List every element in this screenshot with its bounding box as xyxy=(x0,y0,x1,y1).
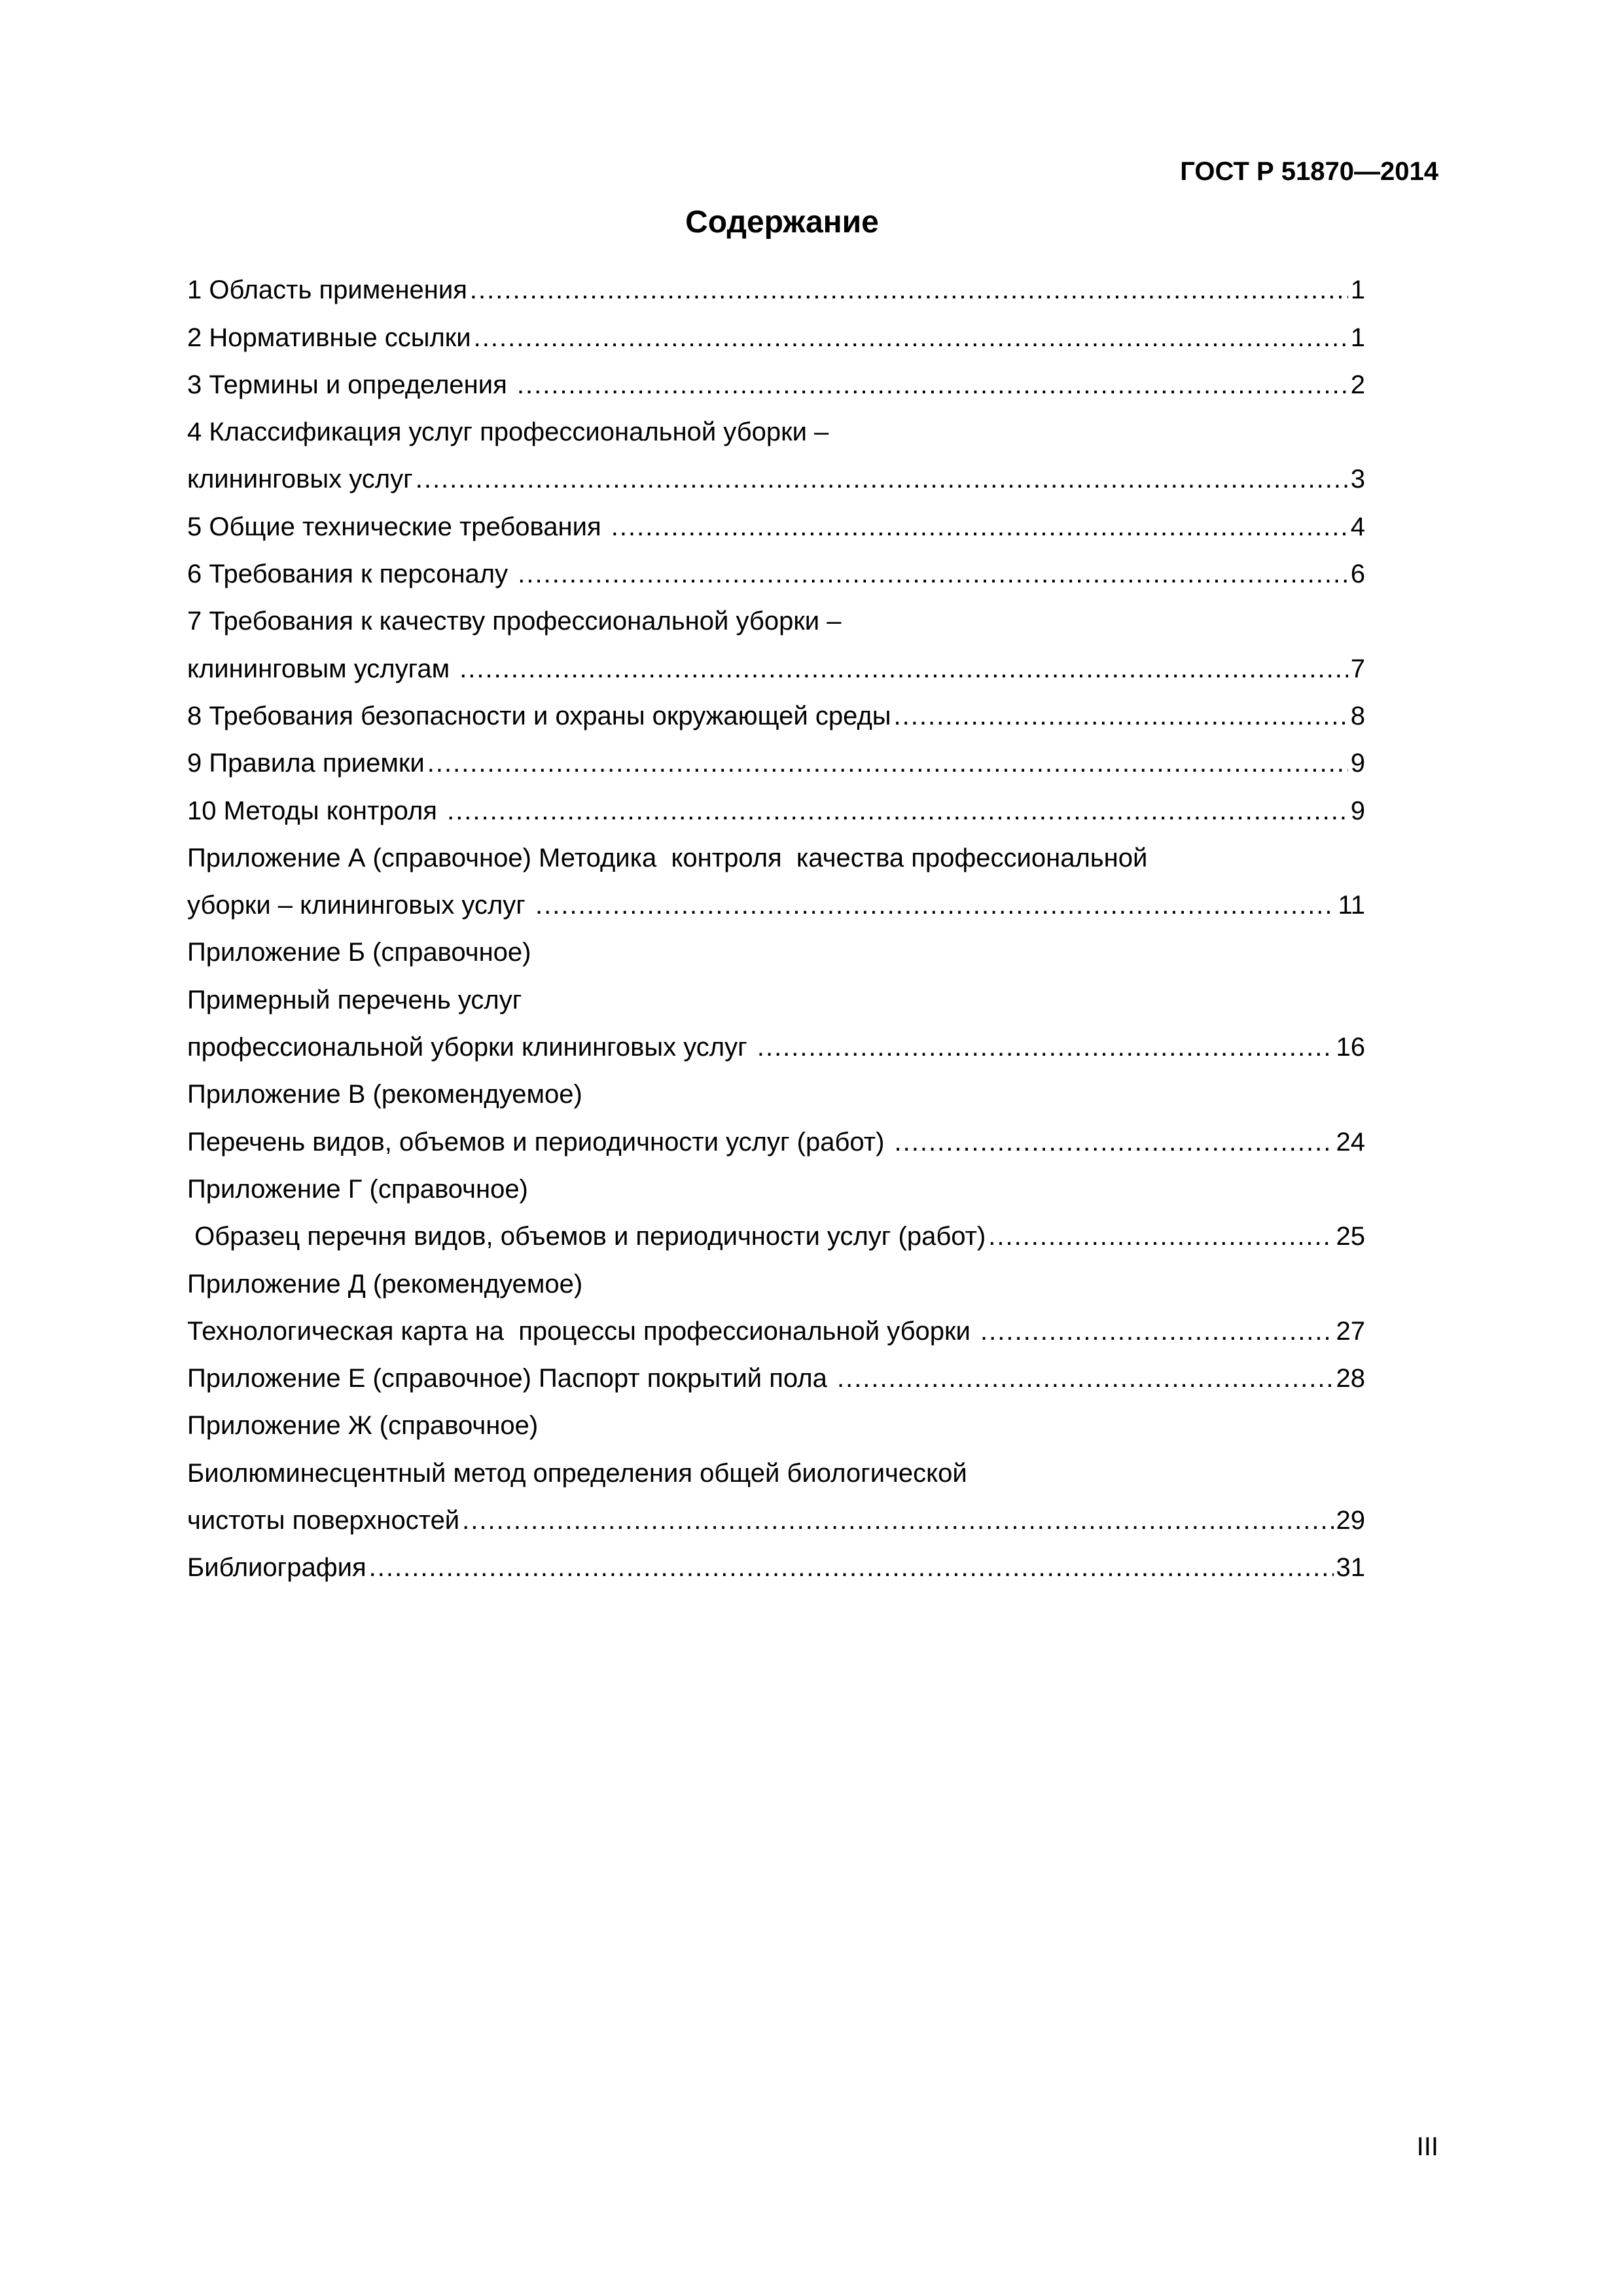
toc-entry-text: Приложение Д (рекомендуемое) xyxy=(187,1269,583,1299)
toc-entry xyxy=(187,1258,1365,1305)
standard-code: ГОСТ Р 51870—2014 xyxy=(1180,157,1438,186)
toc-entry-page: 31 xyxy=(1336,1553,1365,1583)
toc-entry-page: 8 xyxy=(1350,701,1365,730)
toc-entry-page: 28 xyxy=(1336,1364,1365,1393)
toc-entry xyxy=(187,691,1365,738)
toc-entry-page: 25 xyxy=(1336,1222,1365,1251)
toc-entry-text: Примерный перечень услуг xyxy=(187,985,522,1014)
toc-entry xyxy=(187,1495,1365,1542)
toc-entry xyxy=(187,1211,1365,1258)
toc-leader-dots xyxy=(535,888,1335,923)
toc-entry-page: 7 xyxy=(1350,654,1365,683)
toc-entry-text: Перечень видов, объемов и периодичности услуг (работ) xyxy=(187,1127,892,1157)
toc-entry-page: 9 xyxy=(1350,749,1365,778)
toc-entry xyxy=(187,454,1365,501)
toc-entry-text: 7 Требования к качеству профессиональной уборки – xyxy=(187,607,842,636)
toc-entry-text: 6 Требования к персоналу xyxy=(187,560,516,589)
toc-entry xyxy=(187,1542,1365,1589)
toc-entry-text: 3 Термины и определения xyxy=(187,370,514,399)
toc-entry-page: 1 xyxy=(1350,323,1365,352)
toc-entry-page: 11 xyxy=(1338,891,1365,920)
table-of-contents xyxy=(187,264,1365,1589)
toc-entry xyxy=(187,1022,1365,1069)
toc-entry xyxy=(187,1069,1365,1116)
toc-entry xyxy=(187,312,1365,359)
toc-leader-dots xyxy=(611,509,1348,545)
toc-entry-text: 4 Классификация услуг профессиональной уборки – xyxy=(187,418,829,447)
toc-entry xyxy=(187,548,1365,596)
toc-entry-text: Приложение Ж (справочное) xyxy=(187,1411,539,1441)
toc-leader-dots xyxy=(369,1550,1334,1585)
toc-entry-page: 16 xyxy=(1336,1033,1365,1062)
toc-entry-page: 2 xyxy=(1350,370,1365,399)
toc-leader-dots xyxy=(427,745,1348,781)
toc-entry-page: 9 xyxy=(1350,796,1365,825)
toc-entry-text: уборки – клининговых услуг xyxy=(187,891,533,920)
toc-leader-dots xyxy=(517,367,1348,403)
toc-entry xyxy=(187,359,1365,406)
toc-leader-dots xyxy=(894,698,1348,734)
toc-entry-text: Биолюминесцентный метод определения общей биологической xyxy=(187,1458,967,1488)
toc-entry-page: 24 xyxy=(1336,1127,1365,1157)
toc-entry-text: 1 Область применения xyxy=(187,276,467,305)
toc-entry-text: Приложение А (справочное) Методика контроля качества профессиональной xyxy=(187,843,1148,872)
toc-leader-dots xyxy=(470,272,1348,308)
toc-entry-page: 27 xyxy=(1336,1316,1365,1346)
toc-entry xyxy=(187,406,1365,454)
toc-entry-page: 1 xyxy=(1350,276,1365,305)
toc-entry-text: 10 Методы контроля xyxy=(187,796,445,825)
toc-entry xyxy=(187,501,1365,548)
toc-entry-text: Образец перечня видов, объемов и периодичности услуг (работ) xyxy=(187,1222,986,1251)
toc-leader-dots xyxy=(474,320,1348,355)
toc-entry-text: Приложение В (рекомендуемое) xyxy=(187,1080,582,1109)
page-number: III xyxy=(1416,2132,1438,2161)
toc-entry-text: профессиональной уборки клининговых услуг xyxy=(187,1033,755,1062)
toc-entry-page: 3 xyxy=(1350,465,1365,494)
toc-entry-text: 5 Общие технические требования xyxy=(187,512,609,541)
toc-entry xyxy=(187,1164,1365,1211)
toc-leader-dots xyxy=(757,1030,1334,1065)
toc-entry-text: Технологическая карта на процессы профессиональной уборки xyxy=(187,1316,978,1346)
toc-entry-page: 6 xyxy=(1350,560,1365,589)
toc-entry-text: клининговых услуг xyxy=(187,465,413,494)
toc-entry xyxy=(187,785,1365,832)
toc-entry-text: клининговым услугам xyxy=(187,654,457,683)
toc-leader-dots xyxy=(447,793,1348,829)
toc-leader-dots xyxy=(462,1503,1333,1538)
toc-leader-dots xyxy=(459,651,1348,687)
toc-entry xyxy=(187,833,1365,880)
toc-entry-page: 29 xyxy=(1336,1506,1365,1535)
toc-entry xyxy=(187,264,1365,312)
toc-entry-text: Приложение Б (справочное) xyxy=(187,938,531,967)
toc-entry xyxy=(187,974,1365,1021)
page-title: Содержание xyxy=(685,205,879,240)
toc-entry xyxy=(187,1306,1365,1353)
toc-entry xyxy=(187,1447,1365,1494)
toc-entry xyxy=(187,738,1365,785)
toc-entry-text: Библиография xyxy=(187,1553,366,1583)
toc-entry-text: 9 Правила приемки xyxy=(187,749,425,778)
toc-entry-text: чистоты поверхностей xyxy=(187,1506,460,1535)
toc-entry xyxy=(187,1400,1365,1447)
toc-leader-dots xyxy=(988,1219,1333,1254)
toc-entry-text: 2 Нормативные ссылки xyxy=(187,323,471,352)
toc-entry xyxy=(187,643,1365,690)
toc-entry xyxy=(187,927,1365,974)
toc-leader-dots xyxy=(980,1314,1334,1349)
toc-entry xyxy=(187,1116,1365,1163)
toc-leader-dots xyxy=(518,556,1348,592)
toc-entry xyxy=(187,880,1365,927)
toc-entry-text: Приложение Г (справочное) xyxy=(187,1174,528,1204)
toc-leader-dots xyxy=(416,461,1348,497)
toc-entry xyxy=(187,1353,1365,1400)
toc-entry-page: 4 xyxy=(1350,512,1365,541)
toc-leader-dots xyxy=(895,1124,1334,1160)
toc-entry-text: Приложение Е (справочное) Паспорт покрытий пола xyxy=(187,1364,834,1393)
toc-entry xyxy=(187,596,1365,643)
toc-entry-text: 8 Требования безопасности и охраны окружающей среды xyxy=(187,701,891,730)
toc-leader-dots xyxy=(837,1361,1334,1396)
